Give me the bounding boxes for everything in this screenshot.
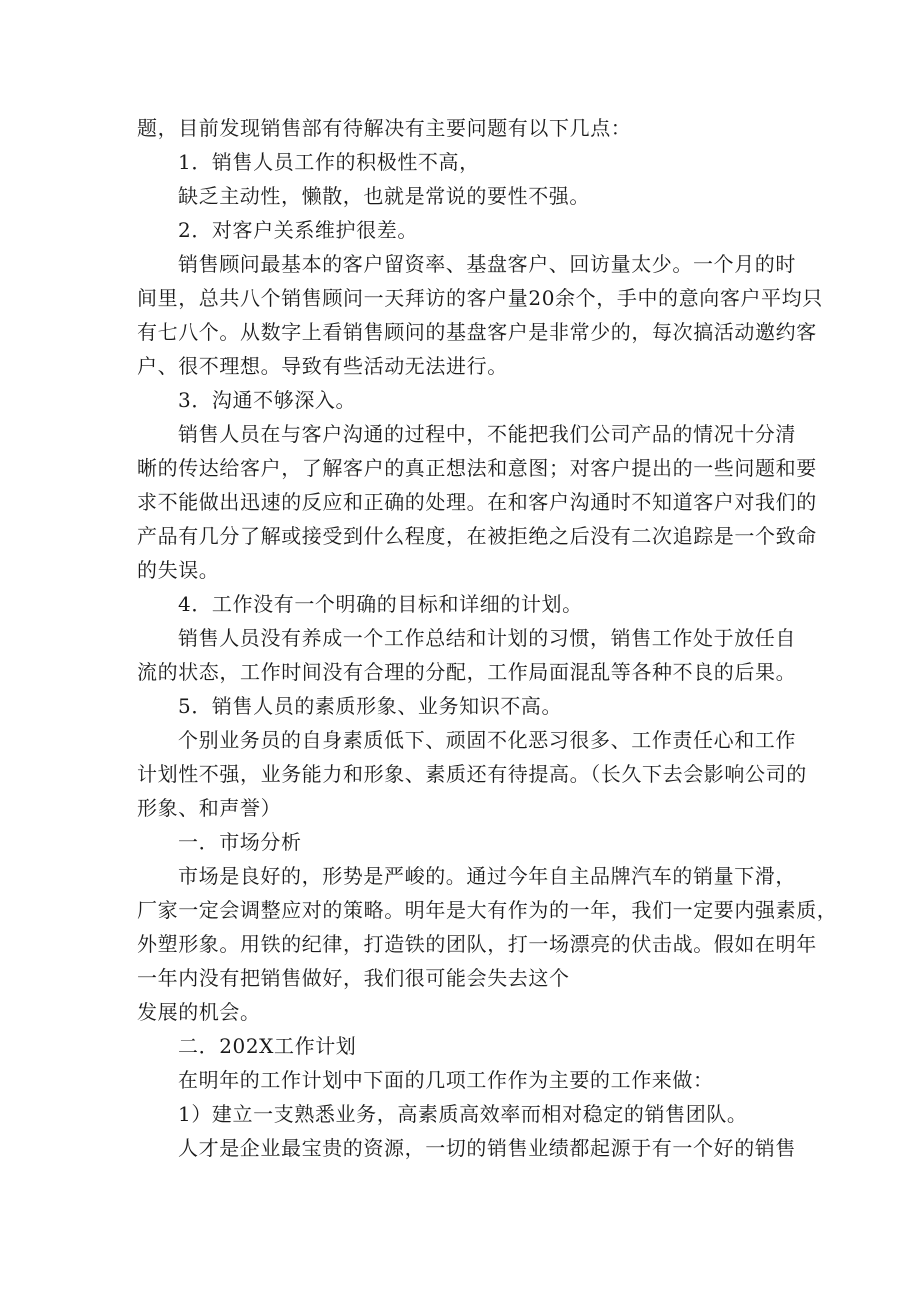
text-line-20: 计划性不强，业务能力和形象、素质还有待提高。（长久下去会影响公司的: [137, 762, 807, 786]
list-item-2-heading: 2．对客户关系维护很差。: [178, 218, 418, 242]
text-line-8: 户、很不理想。导致有些活动无法进行。: [137, 354, 508, 378]
text-line-31: 人才是企业最宝贵的资源，一切的销售业绩都起源于有一个好的销售: [178, 1136, 796, 1160]
text-line-5: 销售顾问最基本的客户留资率、基盘客户、回访量太少。一个月的时: [178, 252, 796, 276]
text-line-1: 题，目前发现销售部有待解决有主要问题有以下几点：: [137, 116, 632, 140]
text-line-27: 发展的机会。: [137, 1000, 261, 1024]
text-line-29: 在明年的工作计划中下面的几项工作作为主要的工作来做：: [178, 1068, 714, 1092]
section-heading-market-analysis: 一．市场分析: [178, 830, 302, 854]
list-item-1-heading: 1．销售人员工作的积极性不高，: [178, 150, 480, 174]
text-line-24: 厂家一定会调整应对的策略。明年是大有作为的一年，我们一定要内强素质，: [137, 898, 838, 922]
text-line-10: 销售人员在与客户沟通的过程中，不能把我们公司产品的情况十分清: [178, 422, 796, 446]
text-line-26: 一年内没有把销售做好，我们很可能会失去这个: [137, 966, 570, 990]
text-line-21: 形象、和声誉）: [137, 796, 282, 820]
text-line-17: 流的状态，工作时间没有合理的分配，工作局面混乱等各种不良的后果。: [137, 660, 797, 684]
plan-item-1-heading: 1）建立一支熟悉业务，高素质高效率而相对稳定的销售团队。: [178, 1102, 748, 1126]
list-item-4-heading: 4．工作没有一个明确的目标和详细的计划。: [178, 592, 583, 616]
list-item-3-heading: 3．沟通不够深入。: [178, 388, 357, 412]
text-line-25: 外塑形象。用铁的纪律，打造铁的团队，打一场漂亮的伏击战。假如在明年: [137, 932, 817, 956]
text-line-12: 求不能做出迅速的反应和正确的处理。在和客户沟通时不知道客户对我们的: [137, 490, 817, 514]
text-line-23: 市场是良好的，形势是严峻的。通过今年自主品牌汽车的销量下滑，: [178, 864, 796, 888]
text-line-16: 销售人员没有养成一个工作总结和计划的习惯，销售工作处于放任自: [178, 626, 796, 650]
text-line-13: 产品有几分了解或接受到什么程度，在被拒绝之后没有二次追踪是一个致命: [137, 524, 817, 548]
text-line-6: 间里，总共八个销售顾问一天拜访的客户量20余个，手中的意向客户平均只: [137, 286, 823, 310]
text-line-11: 晰的传达给客户，了解客户的真正想法和意图；对客户提出的一些问题和要: [137, 456, 817, 480]
text-line-7: 有七八个。从数字上看销售顾问的基盘客户是非常少的，每次搞活动邀约客: [137, 320, 817, 344]
text-line-14: 的失误。: [137, 558, 220, 582]
list-item-5-heading: 5．销售人员的素质形象、业务知识不高。: [178, 694, 563, 718]
text-line-19: 个别业务员的自身素质低下、顽固不化恶习很多、工作责任心和工作: [178, 728, 796, 752]
section-heading-work-plan: 二．202X工作计划: [178, 1034, 357, 1058]
text-line-3: 缺乏主动性，懒散，也就是常说的要性不强。: [178, 184, 590, 208]
